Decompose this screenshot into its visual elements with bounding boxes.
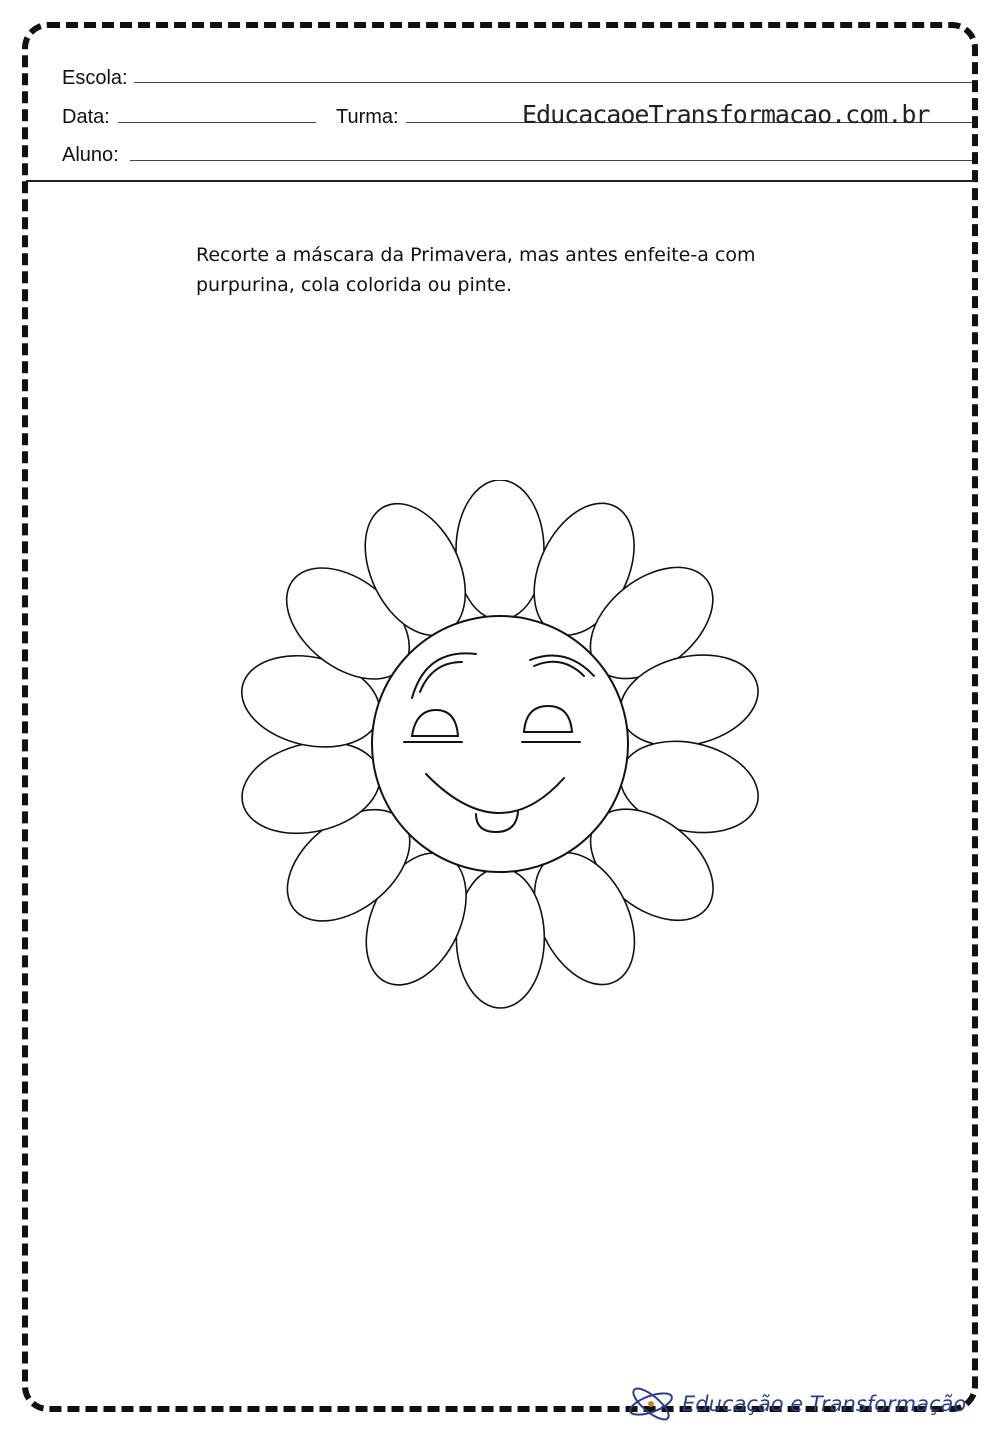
flower-mask-illustration — [230, 480, 770, 1020]
header-divider — [26, 180, 974, 182]
site-url: EducacaoeTransformacao.com.br — [522, 100, 930, 129]
school-field-line[interactable] — [134, 82, 972, 83]
school-label: Escola: — [62, 67, 128, 89]
date-field-line[interactable] — [118, 122, 316, 123]
footer-brand-text: Educação e Transformação — [682, 1392, 967, 1416]
instruction-text — [196, 240, 796, 300]
date-label: Data: — [62, 106, 110, 128]
student-field-line[interactable] — [130, 160, 972, 161]
flower-face — [372, 616, 628, 872]
instruction-line-2: purpurina, cola colorida ou pinte. — [196, 274, 512, 296]
atom-icon — [626, 1386, 676, 1422]
instruction-line-1: Recorte a máscara da Primavera, mas antes enfeite-a com — [196, 244, 756, 266]
footer-brand — [626, 1386, 966, 1422]
student-label: Aluno: — [62, 144, 119, 166]
class-label: Turma: — [336, 106, 399, 128]
